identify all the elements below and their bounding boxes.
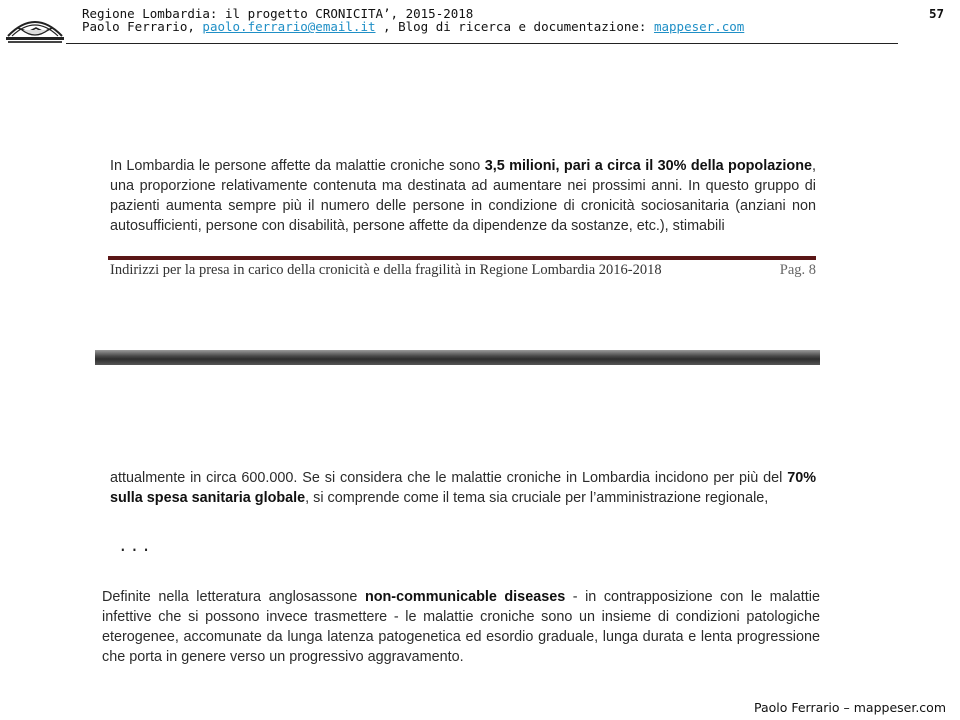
document-footer-page: Pag. 8 <box>779 262 816 278</box>
excerpt1-text-a: In Lombardia le persone affette da malattie croniche sono <box>110 158 485 174</box>
blog-link[interactable]: mappeser.com <box>653 19 745 34</box>
page-number: 57 <box>928 6 944 21</box>
document-footer <box>110 262 816 279</box>
author-name: Paolo Ferrario, <box>82 19 195 34</box>
ellipsis: ... <box>118 536 153 555</box>
excerpt2-text-a: attualmente in circa 600.000. Se si considera che le malattie croniche in Lombardia incidono per più del <box>110 470 788 486</box>
page-separator-band <box>95 350 820 365</box>
excerpt-paragraph-2 <box>110 468 816 508</box>
excerpt2-bold: 70% sulla spesa sanitaria globale <box>110 470 816 506</box>
document-footer-rule <box>108 256 816 260</box>
excerpt3-text-a: Definite nella letteratura anglosassone <box>102 589 365 605</box>
excerpt3-text-b: - in contrapposizione con le malattie infettive che si possono invece trasmettere - le malattie croniche sono un insieme di condizioni patologiche eterogenee, accomunate da lunga latenza patogenetica ed esordio graduale, lunga durata e lenta progressione che porta in genere verso un progressivo aggravamento. <box>102 589 821 665</box>
footer-credit: Paolo Ferrario – mappeser.com <box>753 700 946 715</box>
excerpt-paragraph-3 <box>102 587 820 667</box>
header-author-line <box>82 19 744 34</box>
excerpt1-bold: 3,5 milioni, pari a circa il 30% della popolazione <box>484 158 812 174</box>
excerpt2-text-b: , si comprende come il tema sia cruciale per l’amministrazione regionale, <box>305 490 769 506</box>
handshake-logo <box>4 6 66 44</box>
header-divider <box>66 43 898 44</box>
email-link[interactable]: paolo.ferrario@email.it <box>202 19 376 34</box>
header-mid-text: , Blog di ricerca e documentazione: <box>375 19 647 34</box>
excerpt1-text-b: , una proporzione relativamente contenuta ma destinata ad aumentare nei prossimi anni. In questo gruppo di pazienti aumenta sempre più il numero delle persone in condizione di cronicità sociosanitaria (anziani non autosufficienti, persone con disabilità, persone affette da dipendenze da sostanze, etc.), stimabili <box>110 158 816 234</box>
header-title: Regione Lombardia: il progetto CRONICITA’, 2015-2018 <box>82 6 474 21</box>
document-footer-title: Indirizzi per la presa in carico della cronicità e della fragilità in Regione Lombardia 2016-2018 <box>110 262 662 278</box>
excerpt-paragraph-1 <box>110 156 816 236</box>
excerpt3-bold: non-communicable diseases <box>364 589 566 605</box>
